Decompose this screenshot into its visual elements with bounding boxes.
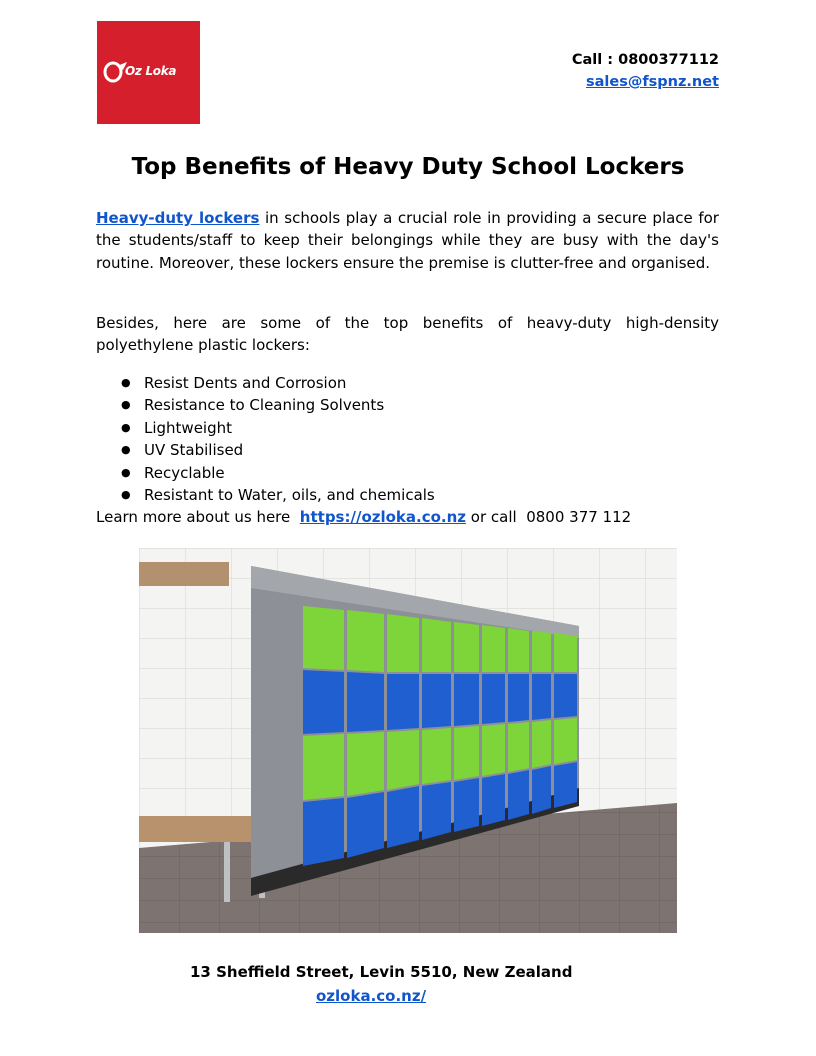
benefits-list bbox=[96, 372, 435, 506]
list-item: ● Resistance to Cleaning Solvents bbox=[96, 394, 435, 416]
email-link[interactable]: sales@fspnz.net bbox=[585, 74, 719, 90]
list-item: ● Resistant to Water, oils, and chemicals bbox=[96, 484, 435, 506]
lockers-photo bbox=[139, 548, 677, 933]
page-title: Top Benefits of Heavy Duty School Lockers bbox=[131, 154, 685, 180]
list-item: ● Lightweight bbox=[96, 417, 435, 439]
ozloka-url-link[interactable]: https://ozloka.co.nz bbox=[299, 508, 467, 526]
intro-text: in schools play a crucial role in providing a secure place for the students/staff to keep their belongings while they are busy with the day's routine. Moreover, these lockers ensure the premise is clutter-free and organised. bbox=[96, 209, 719, 272]
learn-more-suffix: or call 0800 377 112 bbox=[466, 508, 632, 526]
intro-paragraph bbox=[96, 207, 719, 274]
list-item: ● Resist Dents and Corrosion bbox=[96, 372, 435, 394]
heavy-duty-lockers-link[interactable]: Heavy-duty lockers bbox=[96, 209, 260, 227]
contact-block bbox=[572, 49, 719, 93]
list-item: ● UV Stabilised bbox=[96, 439, 435, 461]
company-logo bbox=[97, 21, 200, 124]
learn-more-line bbox=[96, 506, 631, 528]
list-item: ● Recyclable bbox=[96, 462, 435, 484]
besides-paragraph: Besides, here are some of the top benefits of heavy-duty high-density polyethylene plastic lockers: bbox=[96, 314, 719, 355]
learn-more-prefix: Learn more about us here bbox=[96, 508, 300, 526]
logo-text: Oz Loka bbox=[125, 64, 177, 78]
phone-number: Call : 0800377112 bbox=[571, 52, 719, 68]
footer-address: 13 Sheffield Street, Levin 5510, New Zealand bbox=[190, 963, 573, 981]
footer-website-link[interactable]: ozloka.co.nz/ bbox=[316, 987, 427, 1005]
